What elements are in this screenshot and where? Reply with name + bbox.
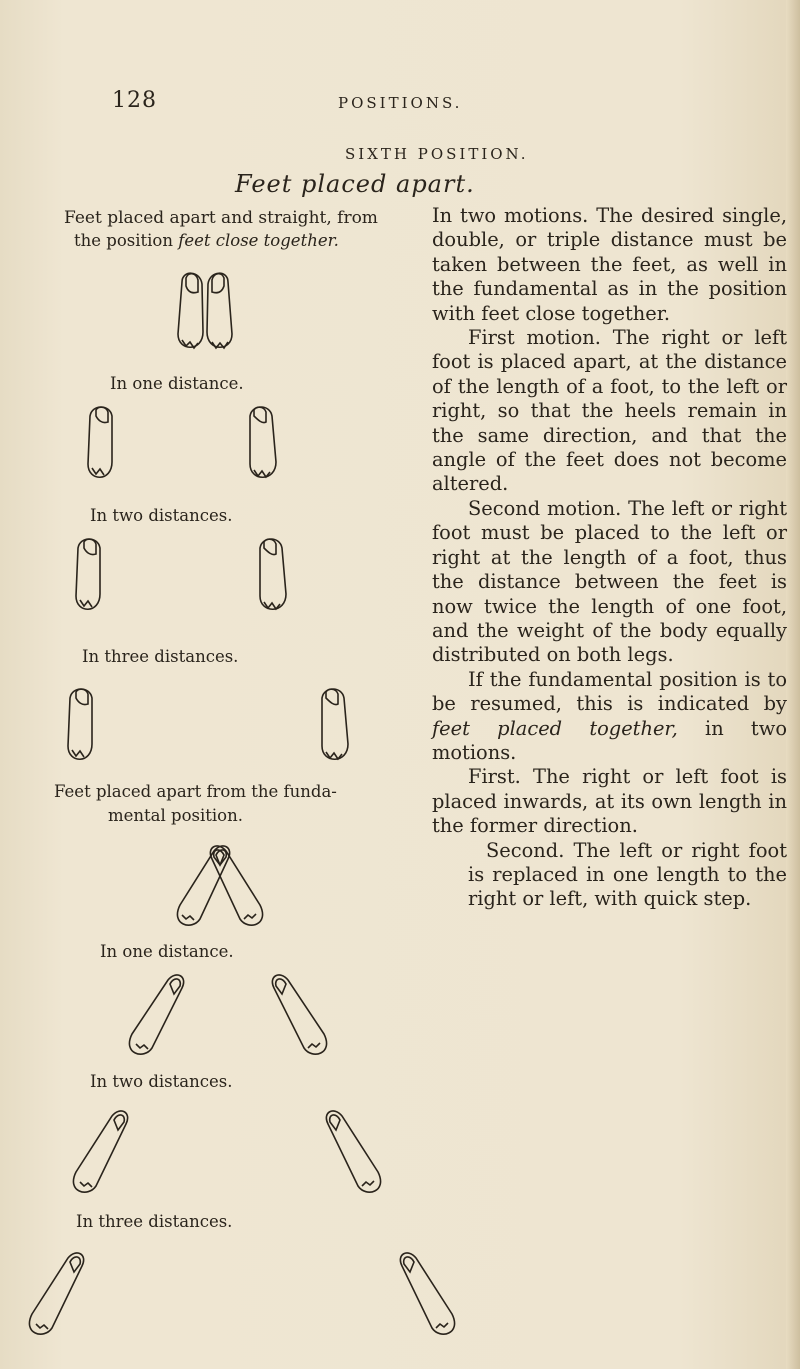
subtitle: Feet placed apart. — [235, 170, 475, 198]
caption-fundamental-line2: mental position. — [108, 806, 243, 825]
intro-line-1: Feet placed apart and straight, from — [64, 208, 378, 228]
feet-apart-one-icon — [82, 398, 282, 488]
page-edge — [786, 0, 800, 1369]
running-header — [0, 88, 800, 128]
paragraph-1: In two motions. The desired single, double, or triple distance must be taken between the feet, as well in the fundamental as in the position with feet close together. — [432, 204, 787, 325]
paragraph-4-prefix: If the fundamental position is to be resumed, this is indicated by — [432, 667, 787, 716]
paragraph-2: First motion. The right or left foot is placed apart, at the distance of the length of a foot, to the left or right, so that the heels remain in the same direction, and that the angle of the feet does not become altered. — [432, 326, 787, 496]
body-text-column — [432, 204, 787, 912]
caption-three-distances-b: In three distances. — [76, 1212, 233, 1231]
paragraph-3: Second motion. The left or right foot must be placed to the left or right at the length of a foot, thus the distance between the feet is now twice the length of one foot, and the weight of the body equally distributed on both legs. — [432, 496, 787, 667]
feet-angled-one-icon — [118, 962, 338, 1062]
caption-fundamental-line1: Feet placed apart from the funda- — [54, 782, 337, 801]
caption-one-distance-a: In one distance. — [110, 374, 244, 393]
caption-one-distance-b: In one distance. — [100, 942, 234, 961]
paragraph-4-suffix: in two motions. — [432, 716, 787, 764]
feet-angled-three-icon — [18, 1236, 468, 1346]
feet-apart-three-icon — [62, 680, 362, 770]
feet-angled-two-icon — [62, 1094, 392, 1204]
running-title: POSITIONS. — [338, 94, 463, 112]
caption-three-distances-a: In three distances. — [82, 647, 239, 666]
paragraph-4-italic: feet placed together, — [432, 716, 678, 740]
intro-line-2 — [74, 231, 339, 250]
intro-prefix: the position — [74, 231, 173, 250]
feet-apart-two-icon — [70, 530, 300, 620]
paragraph-4 — [432, 668, 787, 766]
caption-two-distances-b: In two distances. — [90, 1072, 233, 1091]
feet-angled-close-icon — [160, 835, 280, 935]
paragraph-5: First. The right or left foot is placed inwards, at its own length in the former direction. — [432, 765, 787, 838]
section-title: SIXTH POSITION. — [345, 145, 529, 163]
caption-two-distances-a: In two distances. — [90, 506, 233, 525]
page-number: 128 — [112, 88, 157, 113]
paragraph-6: Second. The left or right foot is replaced in one length to the right or left, with quick step. — [468, 838, 787, 911]
feet-close-icon — [170, 262, 240, 362]
intro-italic: feet close together. — [178, 231, 339, 250]
